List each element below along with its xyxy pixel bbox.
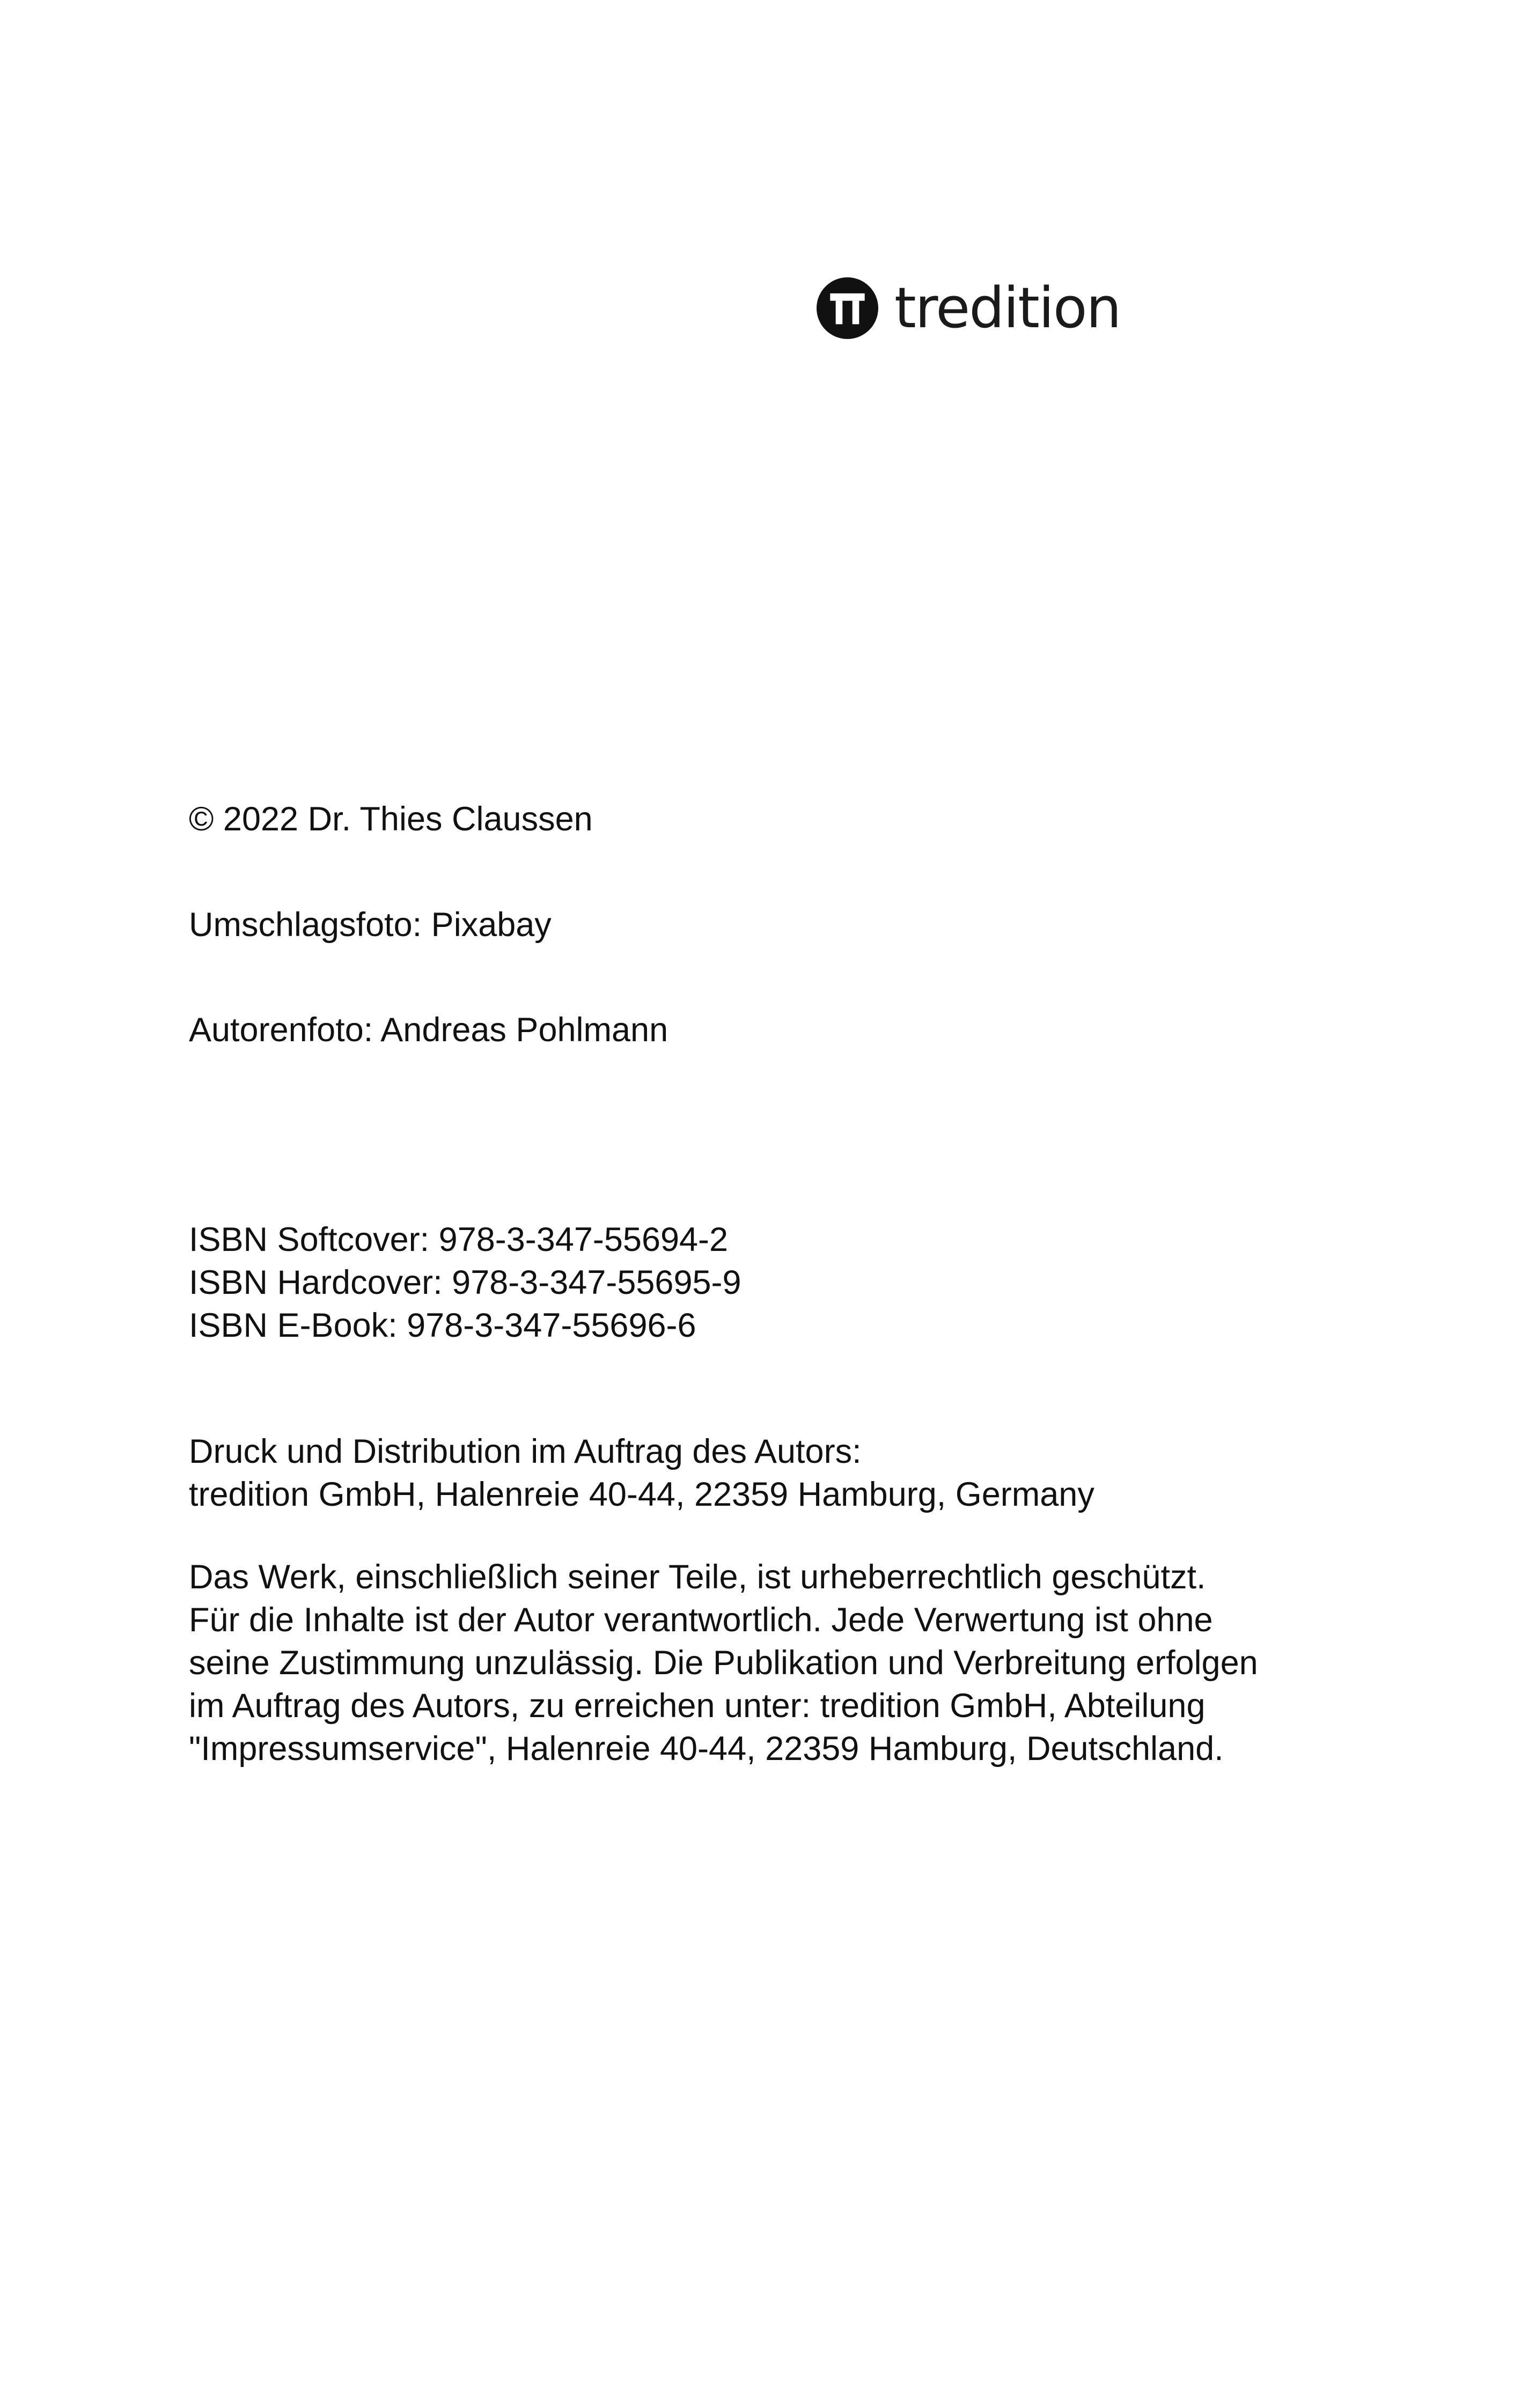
legal-notice-line: Das Werk, einschließlich seiner Teile, ist urheberrechtlich geschützt. bbox=[189, 1558, 1206, 1596]
legal-notice-line: Für die Inhalte ist der Autor verantwortlich. Jede Verwertung ist ohne bbox=[189, 1601, 1213, 1639]
legal-notice bbox=[189, 1556, 1258, 1770]
tredition-logo-icon bbox=[817, 277, 878, 339]
copyright-line: © 2022 Dr. Thies Claussen bbox=[189, 800, 593, 838]
isbn-ebook: ISBN E-Book: 978-3-347-55696-6 bbox=[189, 1307, 696, 1344]
author-photo-credit: Autorenfoto: Andreas Pohlmann bbox=[189, 1011, 668, 1049]
isbn-list bbox=[189, 1218, 741, 1347]
publisher-logo bbox=[817, 276, 1120, 340]
print-distribution-address: tredition GmbH, Halenreie 40-44, 22359 Hamburg, Germany bbox=[189, 1476, 1094, 1513]
isbn-hardcover: ISBN Hardcover: 978-3-347-55695-9 bbox=[189, 1264, 741, 1301]
cover-photo-credit: Umschlagsfoto: Pixabay bbox=[189, 906, 552, 944]
print-distribution bbox=[189, 1430, 1094, 1516]
legal-notice-line: im Auftrag des Autors, zu erreichen unter: tredition GmbH, Abteilung bbox=[189, 1687, 1206, 1725]
isbn-softcover: ISBN Softcover: 978-3-347-55694-2 bbox=[189, 1221, 729, 1258]
print-distribution-heading: Druck und Distribution im Auftrag des Autors: bbox=[189, 1433, 862, 1470]
tredition-wordmark: tredition bbox=[894, 275, 1121, 341]
legal-notice-line: "Impressumservice", Halenreie 40-44, 22359 Hamburg, Deutschland. bbox=[189, 1730, 1224, 1768]
legal-notice-line: seine Zustimmung unzulässig. Die Publikation und Verbreitung erfolgen bbox=[189, 1644, 1258, 1682]
